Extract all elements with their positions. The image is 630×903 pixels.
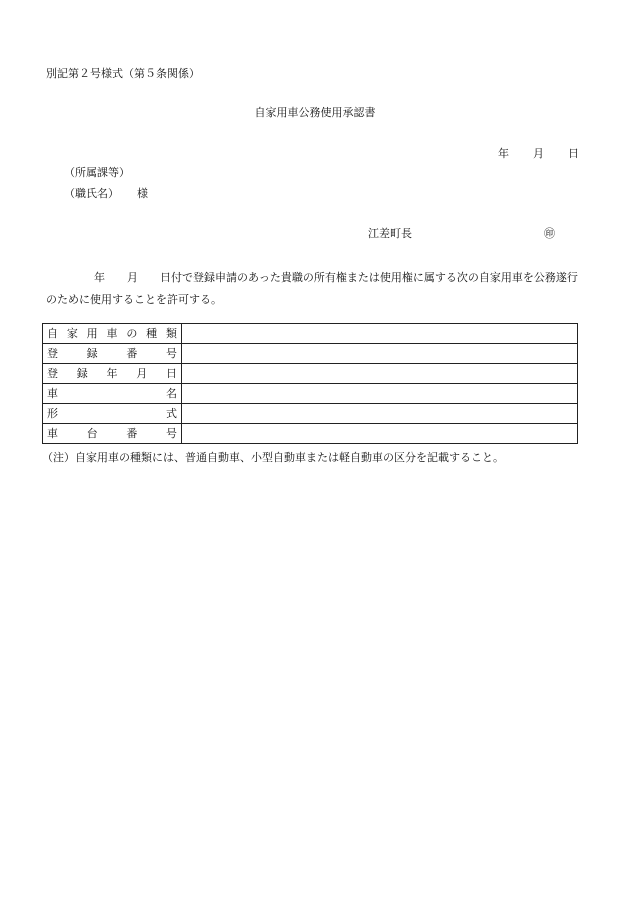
seal-mark: ㊞	[544, 227, 555, 240]
recipient-name	[64, 188, 148, 199]
label-char: 登	[47, 367, 58, 380]
vehicle-info-table	[42, 323, 578, 444]
label-char: 車	[47, 427, 58, 440]
label-char: 種	[146, 327, 158, 340]
label-char: 日	[166, 367, 177, 380]
table-row-value[interactable]	[182, 424, 578, 444]
table-row-value[interactable]	[182, 344, 578, 364]
table-row-label	[43, 344, 182, 364]
form-number: 別記第２号様式（第５条関係）	[46, 67, 200, 80]
document-title: 自家用車公務使用承認書	[254, 106, 376, 119]
label-char: 式	[166, 407, 177, 420]
table-row	[43, 364, 578, 384]
table-row-label	[43, 424, 182, 444]
issue-date	[498, 148, 579, 159]
label-char: の	[126, 327, 138, 340]
label-char: 録	[86, 347, 98, 360]
table-row-label	[43, 384, 182, 404]
table-row	[43, 404, 578, 424]
label-char: 名	[166, 387, 177, 400]
recipient-department: （所属課等）	[64, 166, 130, 179]
table-row-value[interactable]	[182, 364, 578, 384]
statement-month: 月	[127, 271, 138, 284]
recipient-honorific: 様	[137, 187, 148, 200]
date-month: 月	[533, 147, 544, 160]
table-row-value[interactable]	[182, 404, 578, 424]
date-year: 年	[498, 147, 509, 160]
label-char: 番	[126, 347, 138, 360]
recipient-name-label: （職氏名）	[64, 187, 119, 200]
label-char: 月	[136, 367, 148, 380]
label-char: 形	[47, 407, 58, 420]
label-char: 用	[86, 327, 98, 340]
label-char: 番	[126, 427, 138, 440]
label-char: 車	[106, 327, 118, 340]
label-char: 車	[47, 387, 58, 400]
statement-text: 日付で登録申請のあった貴職の所有権または使用権に属する次の自家用車を公務遂行のために使用することを許可する。	[46, 271, 578, 306]
table-row	[43, 424, 578, 444]
table-row	[43, 344, 578, 364]
table-row	[43, 324, 578, 344]
approval-statement	[46, 267, 582, 311]
label-char: 類	[165, 327, 177, 340]
label-char: 号	[165, 347, 177, 360]
statement-year: 年	[94, 271, 105, 284]
label-char: 年	[106, 367, 118, 380]
label-char: 録	[76, 367, 88, 380]
label-char: 号	[165, 427, 177, 440]
issuer-name: 江差町長	[368, 227, 412, 240]
label-char: 自	[47, 327, 58, 340]
label-char: 台	[86, 427, 98, 440]
table-row-value[interactable]	[182, 324, 578, 344]
label-char: 家	[66, 327, 78, 340]
table-row	[43, 384, 578, 404]
footnote: （注）自家用車の種類には、普通自動車、小型自動車または軽自動車の区分を記載すること。	[42, 451, 504, 464]
table-row-label	[43, 404, 182, 424]
table-row-label	[43, 324, 182, 344]
table-row-value[interactable]	[182, 384, 578, 404]
table-row-label	[43, 364, 182, 384]
date-day: 日	[568, 147, 579, 160]
label-char: 登	[47, 347, 58, 360]
